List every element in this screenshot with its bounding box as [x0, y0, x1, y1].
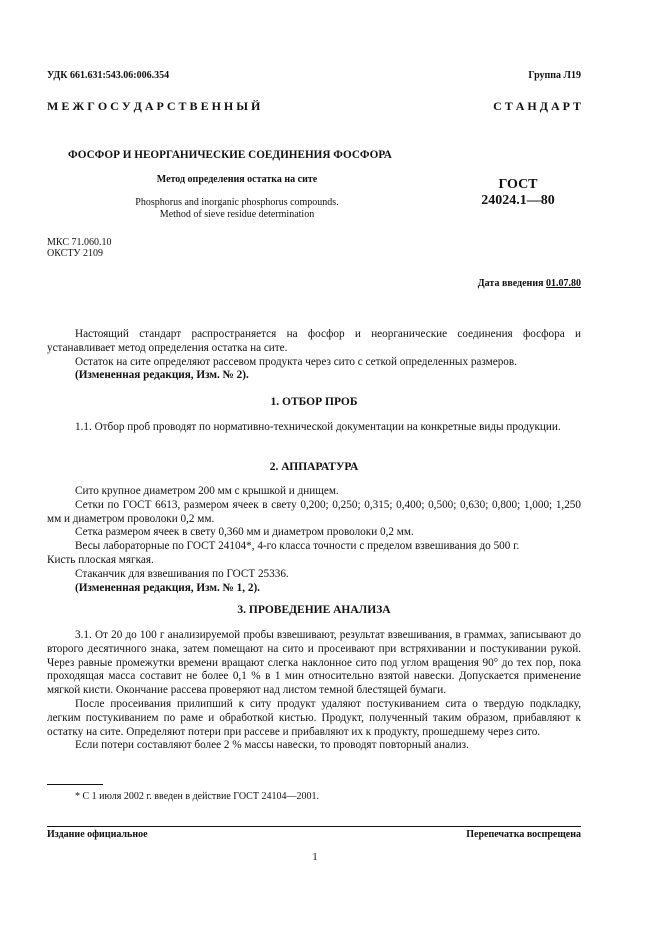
- section-paragraph: 1.1. Отбор проб проводят по нормативно-технической документации на конкретные виды продукции.: [75, 421, 561, 433]
- amendment-note: (Измененная редакция, Изм. № 1, 2).: [75, 581, 260, 594]
- document-title: ФОСФОР И НЕОРГАНИЧЕСКИЕ СОЕДИНЕНИЯ ФОСФОРА: [68, 149, 392, 161]
- english-title-line1: Phosphorus and inorganic phosphorus compounds.: [135, 197, 339, 208]
- section-heading-analysis: 3. ПРОВЕДЕНИЕ АНАЛИЗА: [237, 604, 391, 616]
- official-edition: Издание официальное: [47, 829, 148, 840]
- section-heading-apparatus: 2. АППАРАТУРА: [269, 461, 359, 473]
- udk-code: УДК 661.631:543.06:006.354: [47, 70, 170, 81]
- footer-divider: [47, 826, 581, 827]
- section-paragraph: 3.1. От 20 до 100 г анализируемой пробы взвешивают, результат взвешивания, в граммах, записывают до второго десятичного знака, затем помещают на сито и просеивают при встряхивании и постукивании рукой. Через равные промежутки времени вращают слегка наклонное сито под углом вращения 90° до тех пор, пока проходящая масса составит не более 0,1 % в 1 мин относительно взятой навески. Допускается применение мягкой кисти. Окончание рассева проверяют над листом темной блестящей бумаги.: [47, 629, 581, 697]
- gost-number: 24024.1—80: [481, 193, 555, 208]
- page-number: 1: [312, 851, 318, 863]
- intro-paragraph: Настоящий стандарт распространяется на фосфор и неорганические соединения фосфора и устанавливает метод определения остатка на сите.: [47, 328, 581, 354]
- section-paragraph: Если потери составляют более 2 % массы навески, то проводят повторный анализ.: [75, 739, 469, 752]
- section-apparatus-text: [47, 485, 581, 595]
- section-paragraph: Сетки по ГОСТ 6613, размером ячеек в свету 0,200; 0,250; 0,315; 0,400; 0,500; 0,630; 0,800; 1,000; 1,250 мм и диаметром проволоки 0,2 мм.: [47, 498, 581, 525]
- method-title: Метод определения остатка на сите: [156, 174, 318, 185]
- gost-label: ГОСТ: [498, 177, 538, 192]
- section-paragraph: Сетка размером ячеек в свету 0,360 мм и диаметром проволоки 0,2 мм.: [75, 526, 414, 539]
- section-paragraph: Сито крупное диаметром 200 мм с крышкой и днищем.: [75, 485, 339, 497]
- footnote: * С 1 июля 2002 г. введен в действие ГОСТ 24104—2001.: [75, 791, 319, 802]
- intro-date-label: Дата введения: [477, 278, 544, 289]
- section-paragraph: Весы лабораторные по ГОСТ 24104*, 4-го класса точности с пределом взвешивания до 500 г.: [75, 540, 520, 553]
- intro-date-value: 01.07.80: [546, 278, 581, 289]
- section-paragraph: Кисть плоская мягкая.: [47, 553, 154, 566]
- group-code: Группа Л19: [528, 70, 581, 81]
- intro-text: [47, 328, 581, 383]
- section-paragraph: После просеивания прилипший к ситу продукт удаляют постукиванием сита о твердую подкладку, легким постукиванием по раме и обработкой кистью. Продукт, полученный таким образом, прибавляют к остатку на сите. Определяют потери при рассеве и прибавляют их к продукту, прошедшему через сито.: [47, 697, 581, 738]
- section-heading-sampling: 1. ОТБОР ПРОБ: [270, 396, 358, 408]
- intro-date: [478, 278, 581, 290]
- banner-standard: С Т А Н Д А Р Т: [493, 99, 581, 113]
- section-paragraph: Стаканчик для взвешивания по ГОСТ 25336.: [75, 567, 289, 580]
- okstu-code: ОКСТУ 2109: [47, 248, 104, 259]
- english-title-line2: Method of sieve residue determination: [159, 209, 315, 220]
- intro-paragraph: Остаток на сите определяют рассевом продукта через сито с сеткой определенных размеров.: [75, 355, 517, 368]
- reprint-prohibited: Перепечатка воспрещена: [466, 829, 581, 840]
- banner-interstate: М Е Ж Г О С У Д А Р С Т В Е Н Н Ы Й: [47, 99, 261, 113]
- section-analysis-text: [47, 629, 581, 753]
- footnote-divider: [47, 784, 103, 785]
- section-sampling-text: [47, 421, 581, 435]
- mks-code: МКС 71.060.10: [47, 237, 112, 248]
- amendment-note: (Измененная редакция, Изм. № 2).: [75, 369, 249, 382]
